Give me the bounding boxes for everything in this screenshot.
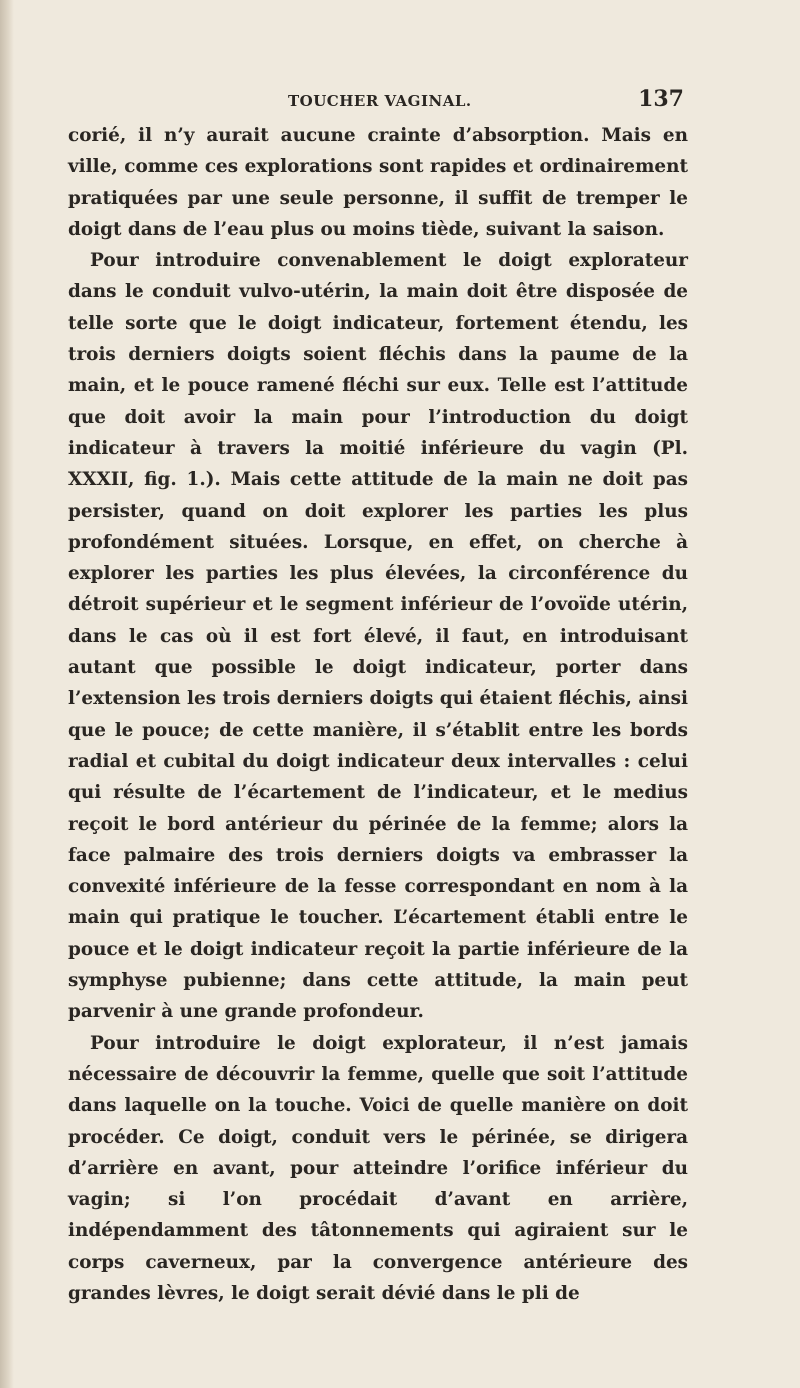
page-edge-shadow [0, 0, 14, 1388]
paragraph-finger-position: Pour introduire convenablement le doigt explorateur dans le conduit vulvo-utérin, la main doit être disposée de telle sorte que le doigt indicateur, fortement étendu, les trois derniers doigts soient fléchis dans la paume de la main, et le pouce ramené fléchi sur eux. Telle est l’attitude que doit avoir la main pour l’introduction du doigt indicateur à travers la moitié inférieure du vagin (Pl. XXXII, fig. 1.). Mais cette attitude de la main ne doit pas persister, quand on doit explorer les parties les plus profondément situées. Lorsque, en effet, on cherche à explorer les parties les plus élevées, la circonférence du détroit supérieur et le segment inférieur de l’ovoïde utérin, dans le cas où il est fort élevé, il faut, en introduisant autant que possible le doigt indicateur, porter dans l’extension les trois derniers doigts qui étaient fléchis, ainsi que le pouce; de cette manière, il s’établit entre les bords radial et cubital du doigt indicateur deux intervalles : celui qui résulte de l’écartement de l’indicateur, et le medius reçoit le bord antérieur du périnée de la femme; alors la face palmaire des trois derniers doigts va embrasser la convexité inférieure de la fesse correspondant en nom à la main qui pratique le toucher. L’écartement établi entre le pouce et le doigt indicateur reçoit la partie inférieure de la symphyse pubienne; dans cette attitude, la main peut parvenir à une grande profondeur. [68, 250, 688, 1023]
book-page [68, 86, 688, 1309]
paragraph-continuation: corié, il n’y aurait aucune crainte d’absorption. Mais en ville, comme ces explorations sont rapides et ordinairement pratiquées par une seule personne, il suffit de tremper le doigt dans de l’eau plus ou moins tiède, suivant la saison. [68, 125, 688, 240]
page-number: 137 [638, 86, 684, 112]
paragraph-procedure: Pour introduire le doigt explorateur, il n’est jamais nécessaire de découvrir la femme, quelle que soit l’attitude dans laquelle on la touche. Voici de quelle manière on doit procéder. Ce doigt, conduit vers le périnée, se dirigera d’arrière en avant, pour atteindre l’orifice inférieur du vagin; si l’on procédait d’avant en arrière, indépendamment des tâtonnements qui agiraient sur le corps caverneux, par la convergence antérieure des grandes lèvres, le doigt serait dévié dans le pli de [68, 1032, 688, 1304]
page-header [68, 86, 688, 120]
running-title: TOUCHER VAGINAL. [288, 92, 472, 110]
